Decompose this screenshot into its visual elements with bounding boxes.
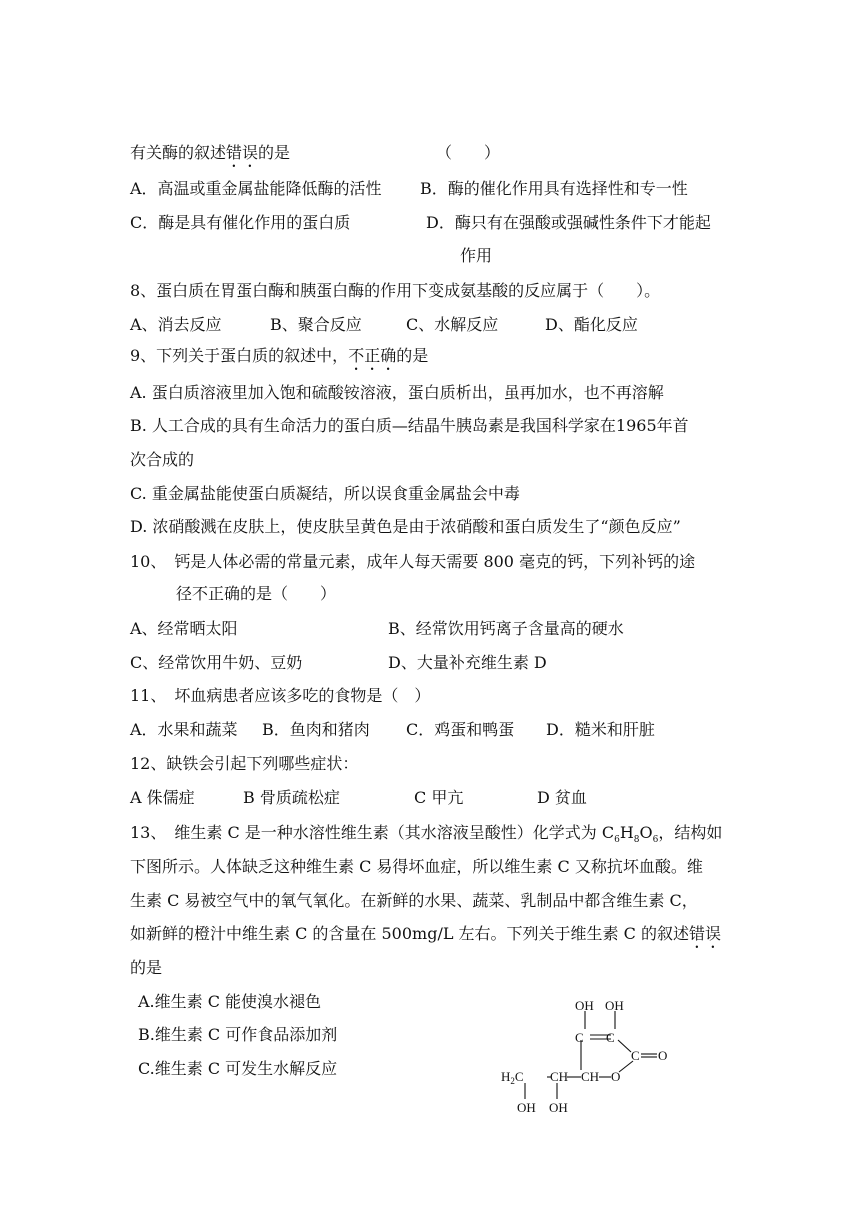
q12-stem: 12、缺铁会引起下列哪些症状： <box>130 754 359 773</box>
q9-option-a: A. 蛋白质溶液里加入饱和硫酸铵溶液，蛋白质析出，虽再加水，也不再溶解 <box>130 383 664 402</box>
q10-stem-cont: 径不正确的是（ ） <box>176 584 337 603</box>
label-ch-1: CH <box>550 1069 569 1084</box>
q7-option-d-cont: 作用 <box>460 246 493 265</box>
q10-option-b: B、经常饮用钙离子含量高的硬水 <box>388 619 624 638</box>
q9-option-b-cont: 次合成的 <box>130 450 195 469</box>
q8-stem: 8、蛋白质在胃蛋白酶和胰蛋白酶的作用下变成氨基酸的反应属于（ ）。 <box>130 281 661 300</box>
label-c-1: C <box>575 1030 584 1045</box>
label-h2c: $H_2C$ <box>501 1069 524 1086</box>
q7-option-a: A．高温或重金属盐能降低酶的活性 <box>130 179 382 198</box>
q13-option-c: C.维生素 C 可发生水解反应 <box>138 1059 338 1078</box>
label-oh-3: OH <box>517 1100 536 1115</box>
q13-line-2: 下图所示。人体缺乏这种维生素 C 易得坏血症，所以维生素 C 又称抗坏血酸。维 <box>130 857 703 876</box>
q11-stem: 11、 坏血病患者应该多吃的食物是（ ） <box>130 686 431 705</box>
q7-answer-paren: （ ） <box>436 143 501 162</box>
q8-option-c: C、水解反应 <box>406 315 499 334</box>
q7-emphasis: 错误 <box>226 143 259 162</box>
q13-line-3: 生素 C 易被空气中的氧气氧化。在新鲜的水果、蔬菜、乳制品中都含维生素 C， <box>130 891 698 910</box>
label-oh-1: OH <box>575 998 594 1013</box>
q9-option-d: D. 浓硝酸溅在皮肤上，使皮肤呈黄色是由于浓硝酸和蛋白质发生了“颜色反应” <box>130 517 681 536</box>
bond-c2-carbonyl <box>618 1040 631 1052</box>
q12-option-c: C 甲亢 <box>414 788 464 807</box>
q10-stem: 10、 钙是人体必需的常量元素，成年人每天需要 800 毫克的钙，下列补钙的途 <box>130 552 696 571</box>
q11-option-a: A．水果和蔬菜 <box>130 720 238 739</box>
q10-option-a: A、经常晒太阳 <box>130 619 238 638</box>
q10-option-d: D、大量补充维生素 D <box>388 653 547 672</box>
q12-option-d: D 贫血 <box>537 788 587 807</box>
label-o-ring: O <box>611 1069 621 1084</box>
q9-option-c: C. 重金属盐能使蛋白质凝结，所以误食重金属盐会中毒 <box>130 484 520 503</box>
q9-option-b: B. 人工合成的具有生命活力的蛋白质—结晶牛胰岛素是我国科学家在1965年首 <box>130 416 689 435</box>
q12-option-b: B 骨质疏松症 <box>243 788 340 807</box>
q13-line-4: 如新鲜的橙汁中维生素 C 的含量在 500mg/L 左右。下列关于维生素 C 的叙述错误 <box>130 924 721 943</box>
label-c-2: C <box>606 1030 615 1045</box>
label-oh-4: OH <box>549 1100 568 1115</box>
q10-option-c: C、经常饮用牛奶、豆奶 <box>130 653 303 672</box>
q13-option-a: A.维生素 C 能使溴水褪色 <box>138 992 322 1011</box>
label-ch-2: CH <box>581 1069 600 1084</box>
vitamin-c-structure <box>495 995 695 1125</box>
q11-option-d: D．糙米和肝脏 <box>546 720 655 739</box>
q7-option-b: B．酶的催化作用具有选择性和专一性 <box>420 179 688 198</box>
q8-option-a: A、消去反应 <box>130 315 222 334</box>
label-o-carbonyl: O <box>658 1048 668 1063</box>
q13-line-5: 的是 <box>130 958 163 977</box>
q8-option-d: D、酯化反应 <box>545 315 638 334</box>
q9-emphasis: 不正确 <box>348 346 397 365</box>
q7-stem: 有关酶的叙述错误的是 <box>130 143 291 162</box>
q11-option-b: B．鱼肉和猪肉 <box>262 720 370 739</box>
q7-option-d: D．酶只有在强酸或强碱性条件下才能起 <box>426 213 711 232</box>
q7-option-c: C．酶是具有催化作用的蛋白质 <box>130 213 351 232</box>
q13-option-b: B.维生素 C 可作食品添加剂 <box>138 1025 338 1044</box>
q13-emphasis: 错误 <box>688 924 721 943</box>
q9-stem: 9、下列关于蛋白质的叙述中，不正确的是 <box>130 346 429 365</box>
q11-option-c: C．鸡蛋和鸭蛋 <box>406 720 515 739</box>
q12-option-a: A 侏儒症 <box>130 788 195 807</box>
label-oh-2: OH <box>605 998 624 1013</box>
q13-line-1: 13、 维生素 C 是一种水溶性维生素（其水溶液呈酸性）化学式为 $C_6H_8O_6$，结构如 <box>130 823 723 846</box>
q8-option-b: B、聚合反应 <box>270 315 362 334</box>
label-c-carbonyl: C <box>631 1048 640 1063</box>
